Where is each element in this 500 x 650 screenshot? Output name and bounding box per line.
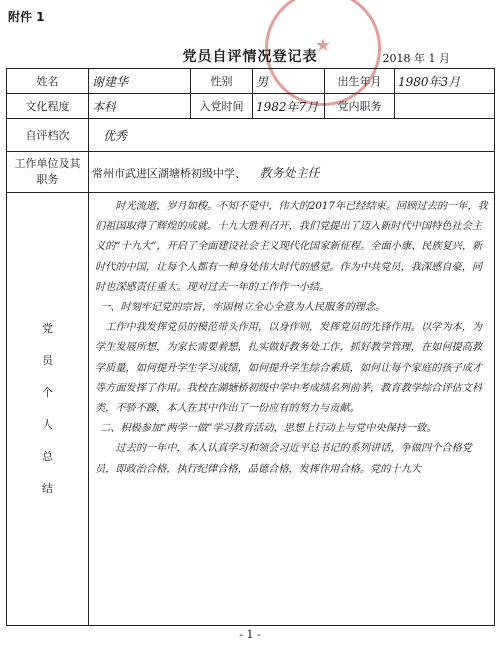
summary-paragraph: 时光流逝，岁月如梭。不知不觉中，伟大的2017年已经结束。回顾过去的一年，我们祖国取得了辉煌的成就。十九大胜利召开，我们党提出了迈入新时代中国特色社会主义的“十九大”，开启了全面建设社会主义现代化国家新征程。全面小康、民族复兴，新时代的中国，让每个人都有一种身处伟大时代的感觉。作为中共党员，我深感自豪，同时也深感责任重大。现对过去一年的工作作一小结。: [95, 201, 488, 293]
work-unit: 常州市武进区湖塘桥初级中学、: [92, 166, 246, 180]
grade-value: 优秀: [89, 119, 495, 152]
page-title: 党员自评情况登记表: [182, 49, 318, 65]
summary-paragraph: 二、积极参加“两学一做”学习教育活动，思想上行动上与党中央保持一致。: [100, 423, 437, 435]
join-value: 1982年7月: [253, 94, 325, 119]
summary-paragraph: 一、时刻牢记党的宗旨，牢固树立全心全意为人民服务的理念。: [100, 302, 386, 314]
row-education: [7, 94, 495, 119]
registration-table: [6, 68, 495, 626]
row-grade: [7, 119, 495, 152]
grade-label: 自评档次: [7, 119, 89, 152]
summary-label: 党员个人总结: [7, 193, 89, 626]
join-label: 入党时间: [191, 94, 253, 119]
form-date: 2018 年 1 月: [382, 52, 450, 65]
row-work: [7, 152, 495, 193]
position-value: [395, 94, 495, 119]
name-label: 姓名: [7, 69, 89, 94]
birth-value: 1980年3月: [395, 69, 495, 94]
attachment-label: 附件 1: [8, 10, 45, 24]
summary-paragraph: 过去的一年中，本人认真学习和领会习近平总书记的系列讲话，争做四个合格党员，即政治合格，执行纪律合格，品德合格，发挥作用合格。党的十九大: [95, 443, 472, 475]
name-value: 谢建华: [89, 69, 191, 94]
gender-value: 男: [253, 69, 325, 94]
seal-star-icon: ★: [314, 35, 332, 56]
work-role: 教务处主任: [259, 165, 320, 180]
birth-label: 出生年月: [325, 69, 395, 94]
work-label: 工作单位及其职务: [7, 152, 89, 193]
summary-paragraph: 工作中我发挥党员的模范带头作用，以身作则，发挥党员的先锋作用。以学为本，为学生发展所想，为家长需要着想，扎实做好教务处工作，抓好教学管理，在如何提高教学质量，如何提升学生学习成绩，如何提升学生综合素质，如何让每个家庭的孩子成才等方面发挥了作用。我校在湖塘桥初级中学中考成绩名列前茅，教育教学综合评估文科类，不骄不躁，本人在其中作出了一份应有的努力与贡献。: [95, 322, 483, 415]
position-label: 党内职务: [325, 94, 395, 119]
row-basic-info: [7, 69, 495, 94]
work-value-cell: [89, 152, 495, 193]
summary-text: [89, 193, 495, 626]
gender-label: 性别: [191, 69, 253, 94]
page-number: - 1 -: [239, 628, 261, 641]
row-summary: [7, 193, 495, 626]
education-value: 本科: [89, 94, 191, 119]
education-label: 文化程度: [7, 94, 89, 119]
